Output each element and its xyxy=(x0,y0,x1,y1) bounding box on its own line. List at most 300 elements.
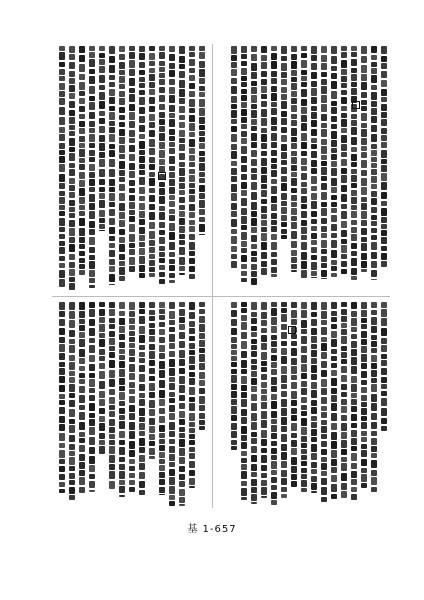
glyph xyxy=(99,75,105,83)
glyph xyxy=(301,474,307,479)
glyph xyxy=(271,226,277,232)
glyph xyxy=(251,110,257,118)
glyph xyxy=(139,53,145,60)
glyph xyxy=(109,446,115,454)
glyph xyxy=(139,177,145,185)
glyph xyxy=(261,175,267,183)
glyph xyxy=(69,71,75,77)
glyph xyxy=(261,335,267,342)
glyph xyxy=(241,481,247,486)
glyph xyxy=(291,241,297,248)
glyph xyxy=(321,104,327,112)
glyph xyxy=(311,219,317,224)
glyph xyxy=(159,380,165,388)
glyph xyxy=(261,389,267,394)
glyph xyxy=(99,371,105,379)
glyph xyxy=(119,154,125,159)
glyph xyxy=(159,399,165,406)
glyph xyxy=(341,204,347,209)
glyph xyxy=(331,260,337,265)
glyph xyxy=(261,402,267,409)
glyph xyxy=(231,446,237,450)
glyph xyxy=(371,191,377,197)
glyph xyxy=(331,131,337,139)
glyph xyxy=(119,115,125,120)
text-column xyxy=(148,44,156,292)
glyph xyxy=(69,362,75,370)
glyph xyxy=(281,63,287,71)
glyph xyxy=(281,127,287,133)
glyph xyxy=(321,471,327,476)
glyph xyxy=(99,317,105,323)
glyph xyxy=(69,302,75,310)
glyph xyxy=(169,383,175,390)
text-column xyxy=(310,300,318,508)
glyph xyxy=(129,195,135,201)
glyph xyxy=(139,273,145,278)
glyph xyxy=(139,90,145,95)
glyph xyxy=(79,106,85,112)
glyph xyxy=(119,261,125,266)
glyph xyxy=(199,372,205,379)
glyph xyxy=(179,177,185,182)
glyph xyxy=(189,343,195,349)
text-column xyxy=(350,300,358,508)
glyph xyxy=(271,259,277,265)
glyph xyxy=(79,82,85,90)
vertical-divider xyxy=(212,44,213,508)
glyph xyxy=(89,302,95,308)
glyph xyxy=(361,170,367,176)
glyph xyxy=(291,178,297,186)
glyph xyxy=(291,481,297,487)
glyph xyxy=(251,487,257,493)
glyph xyxy=(189,372,195,377)
glyph xyxy=(231,415,237,421)
glyph xyxy=(271,53,277,60)
glyph xyxy=(371,370,377,377)
glyph xyxy=(281,487,287,492)
glyph xyxy=(291,120,297,126)
glyph xyxy=(99,111,105,116)
glyph xyxy=(281,111,287,117)
glyph xyxy=(179,190,185,195)
text-column xyxy=(128,300,136,508)
glyph xyxy=(119,457,125,462)
glyph xyxy=(179,266,185,271)
glyph xyxy=(199,125,205,130)
glyph xyxy=(59,263,65,268)
glyph xyxy=(231,46,237,54)
glyph xyxy=(311,151,317,158)
glyph xyxy=(261,455,267,463)
glyph xyxy=(311,240,317,245)
glyph xyxy=(89,134,95,142)
glyph xyxy=(159,182,165,187)
glyph xyxy=(251,422,257,430)
glyph xyxy=(79,445,85,452)
glyph xyxy=(59,150,65,155)
glyph xyxy=(281,470,287,477)
glyph xyxy=(291,302,297,308)
glyph xyxy=(341,76,347,82)
glyph xyxy=(129,216,135,222)
glyph xyxy=(179,122,185,128)
glyph xyxy=(371,101,377,107)
glyph xyxy=(311,176,317,184)
glyph xyxy=(159,370,165,378)
glyph xyxy=(231,55,237,61)
glyph xyxy=(261,206,267,213)
glyph xyxy=(179,504,185,506)
glyph xyxy=(159,309,165,314)
text-column xyxy=(250,44,258,292)
glyph xyxy=(261,233,267,241)
glyph xyxy=(321,208,327,216)
glyph xyxy=(371,279,377,280)
glyph xyxy=(311,271,317,276)
glyph xyxy=(281,341,287,346)
glyph xyxy=(139,219,145,225)
glyph xyxy=(189,162,195,167)
glyph xyxy=(159,416,165,423)
glyph xyxy=(139,438,145,446)
glyph xyxy=(311,374,317,380)
glyph xyxy=(149,122,155,128)
glyph xyxy=(251,472,257,477)
glyph xyxy=(331,331,337,338)
glyph xyxy=(311,469,317,474)
glyph xyxy=(149,302,155,308)
glyph xyxy=(231,96,237,103)
glyph xyxy=(371,317,377,325)
glyph xyxy=(189,428,195,433)
glyph xyxy=(291,474,297,480)
glyph xyxy=(271,419,277,424)
glyph xyxy=(89,229,95,235)
glyph xyxy=(119,212,125,219)
glyph xyxy=(261,118,267,126)
glyph xyxy=(341,128,347,133)
glyph xyxy=(129,480,135,485)
glyph xyxy=(159,67,165,72)
glyph xyxy=(241,241,247,247)
glyph xyxy=(381,360,387,366)
glyph xyxy=(199,137,205,142)
glyph xyxy=(169,215,175,221)
glyph xyxy=(119,170,125,176)
glyph xyxy=(281,426,287,432)
glyph xyxy=(69,393,75,398)
glyph xyxy=(271,470,277,475)
glyph xyxy=(331,66,337,71)
glyph xyxy=(129,104,135,111)
glyph xyxy=(331,154,337,160)
glyph xyxy=(79,339,85,347)
glyph xyxy=(321,343,327,351)
glyph xyxy=(231,126,237,132)
glyph xyxy=(321,320,327,325)
glyph xyxy=(139,196,145,201)
glyph xyxy=(241,89,247,94)
glyph xyxy=(351,334,357,339)
glyph xyxy=(241,109,247,116)
glyph xyxy=(301,182,307,187)
glyph xyxy=(241,315,247,321)
glyph xyxy=(89,179,95,186)
glyph xyxy=(99,126,105,133)
glyph xyxy=(341,449,347,455)
glyph xyxy=(69,425,75,433)
text-column xyxy=(340,300,348,508)
glyph xyxy=(189,478,195,485)
glyph xyxy=(129,180,135,186)
glyph xyxy=(311,350,317,357)
glyph xyxy=(159,206,165,211)
glyph xyxy=(59,62,65,67)
glyph xyxy=(79,188,85,196)
glyph xyxy=(321,218,327,224)
glyph xyxy=(169,223,175,231)
glyph xyxy=(79,114,85,119)
glyph xyxy=(381,165,387,172)
glyph xyxy=(59,143,65,149)
glyph xyxy=(159,61,165,66)
glyph xyxy=(331,356,337,361)
glyph xyxy=(189,336,195,341)
glyph xyxy=(291,358,297,365)
glyph xyxy=(371,355,377,362)
glyph xyxy=(321,55,327,62)
glyph xyxy=(119,129,125,136)
glyph xyxy=(69,277,75,282)
glyph xyxy=(271,150,277,156)
glyph xyxy=(261,252,267,259)
glyph xyxy=(149,68,155,73)
glyph xyxy=(119,386,125,391)
glyph xyxy=(261,465,267,471)
glyph xyxy=(89,319,95,326)
glyph xyxy=(341,60,347,68)
glyph xyxy=(341,336,347,344)
glyph xyxy=(69,320,75,328)
glyph xyxy=(241,76,247,81)
glyph xyxy=(179,427,185,432)
glyph xyxy=(381,338,387,344)
glyph xyxy=(69,192,75,198)
glyph xyxy=(109,331,115,337)
glyph xyxy=(291,83,297,90)
glyph xyxy=(149,383,155,391)
glyph xyxy=(159,472,165,478)
glyph xyxy=(139,408,145,416)
glyph xyxy=(351,376,357,383)
glyph xyxy=(59,183,65,189)
text-column xyxy=(168,300,176,508)
glyph xyxy=(109,309,115,316)
text-column xyxy=(360,44,368,292)
glyph xyxy=(59,400,65,405)
glyph xyxy=(241,360,247,368)
glyph xyxy=(89,237,95,245)
text-panel-top-left xyxy=(52,44,208,292)
glyph xyxy=(59,376,65,383)
glyph xyxy=(251,119,257,125)
glyph xyxy=(331,250,337,258)
glyph xyxy=(79,46,85,53)
glyph xyxy=(271,348,277,353)
glyph xyxy=(301,436,307,442)
glyph xyxy=(331,459,337,466)
glyph xyxy=(109,360,115,368)
glyph xyxy=(99,339,105,347)
glyph xyxy=(159,361,165,369)
glyph xyxy=(231,184,237,192)
glyph xyxy=(199,92,205,97)
glyph xyxy=(381,159,387,164)
glyph xyxy=(79,205,85,210)
text-column xyxy=(148,300,156,508)
glyph xyxy=(119,401,125,406)
glyph xyxy=(59,174,65,182)
glyph xyxy=(169,46,175,52)
glyph xyxy=(301,270,307,278)
glyph xyxy=(341,491,347,498)
glyph xyxy=(251,150,257,157)
glyph xyxy=(169,252,175,257)
glyph xyxy=(291,415,297,421)
glyph xyxy=(199,426,205,430)
glyph xyxy=(99,423,105,431)
glyph xyxy=(271,242,277,250)
glyph xyxy=(159,150,165,158)
glyph xyxy=(291,433,297,438)
glyph xyxy=(129,357,135,362)
glyph xyxy=(99,302,105,307)
glyph xyxy=(231,193,237,201)
glyph xyxy=(301,204,307,209)
glyph xyxy=(99,92,105,100)
glyph xyxy=(79,180,85,187)
glyph xyxy=(261,190,267,197)
glyph xyxy=(199,309,205,314)
glyph xyxy=(189,220,195,225)
glyph xyxy=(189,365,195,370)
glyph xyxy=(109,144,115,149)
text-column xyxy=(350,44,358,292)
glyph xyxy=(351,162,357,167)
glyph xyxy=(59,76,65,81)
glyph xyxy=(59,191,65,196)
glyph xyxy=(69,345,75,353)
glyph xyxy=(341,97,347,104)
glyph xyxy=(381,71,387,78)
glyph xyxy=(311,247,317,253)
text-column xyxy=(178,44,186,292)
text-column xyxy=(240,300,248,508)
glyph xyxy=(371,176,377,183)
glyph xyxy=(99,85,105,90)
glyph xyxy=(261,101,267,107)
glyph xyxy=(381,142,387,148)
glyph xyxy=(351,211,357,218)
glyph xyxy=(361,203,367,210)
glyph xyxy=(291,231,297,239)
glyph xyxy=(149,400,155,408)
glyph xyxy=(79,74,85,80)
glyph xyxy=(341,230,347,237)
glyph xyxy=(311,262,317,270)
glyph xyxy=(231,384,237,390)
glyph xyxy=(271,308,277,316)
glyph xyxy=(331,467,337,473)
text-column xyxy=(280,44,288,292)
glyph xyxy=(129,130,135,137)
glyph xyxy=(351,59,357,66)
glyph xyxy=(271,317,277,325)
glyph xyxy=(129,343,135,348)
glyph xyxy=(301,329,307,334)
glyph xyxy=(99,399,105,406)
glyph xyxy=(371,184,377,189)
glyph xyxy=(241,322,247,330)
glyph xyxy=(119,318,125,325)
glyph xyxy=(341,69,347,75)
annotation-box xyxy=(288,326,296,334)
glyph xyxy=(311,483,317,490)
glyph xyxy=(189,91,195,97)
glyph xyxy=(231,344,237,349)
glyph xyxy=(321,183,327,190)
glyph xyxy=(251,386,257,392)
glyph xyxy=(231,399,237,405)
glyph xyxy=(361,146,367,151)
glyph xyxy=(189,470,195,476)
glyph xyxy=(119,408,125,414)
glyph xyxy=(129,266,135,272)
glyph xyxy=(251,192,257,200)
glyph xyxy=(99,46,105,51)
glyph xyxy=(341,316,347,322)
glyph xyxy=(99,333,105,338)
glyph xyxy=(271,179,277,184)
glyph xyxy=(189,234,195,240)
glyph xyxy=(271,302,277,307)
glyph xyxy=(371,228,377,233)
glyph xyxy=(331,363,337,368)
glyph xyxy=(301,336,307,344)
glyph xyxy=(199,99,205,107)
glyph xyxy=(109,134,115,142)
glyph xyxy=(89,143,95,148)
glyph xyxy=(109,193,115,201)
glyph xyxy=(69,228,75,236)
glyph xyxy=(159,459,165,464)
glyph xyxy=(119,54,125,60)
glyph xyxy=(281,308,287,313)
glyph xyxy=(321,426,327,433)
glyph xyxy=(149,82,155,88)
glyph xyxy=(129,450,135,457)
glyph xyxy=(59,407,65,414)
glyph xyxy=(69,85,75,92)
glyph xyxy=(79,91,85,96)
glyph xyxy=(261,448,267,453)
glyph xyxy=(69,147,75,152)
glyph xyxy=(291,91,297,97)
glyph xyxy=(139,248,145,255)
glyph xyxy=(109,370,115,378)
